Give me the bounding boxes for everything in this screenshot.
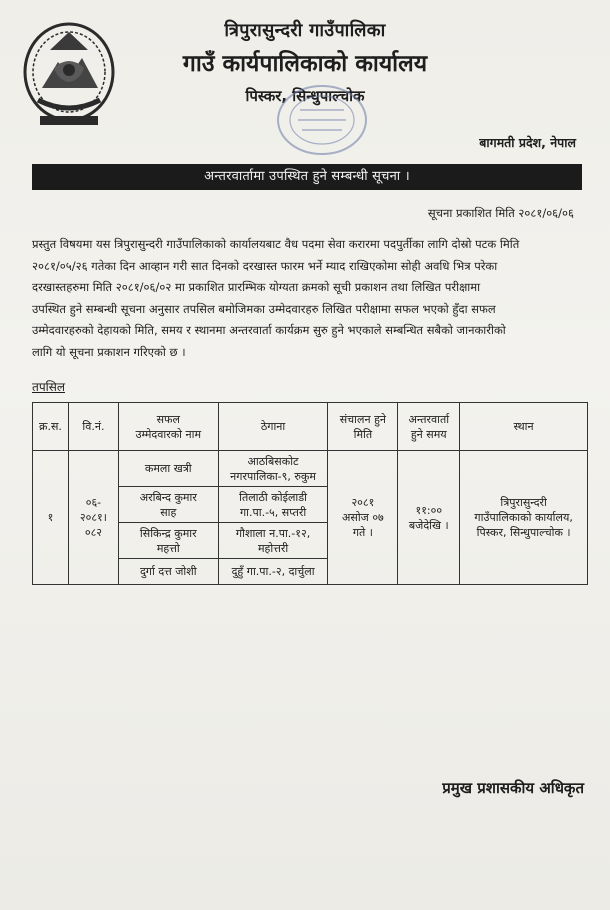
table-row xyxy=(33,451,588,487)
office-name: गाउँ कार्यपालिकाको कार्यालय xyxy=(182,51,428,77)
cell-ad-no: ०६- २०८१। ०८२ xyxy=(68,451,118,585)
header-address: ठेगाना xyxy=(218,403,328,451)
notice-title: अन्तरवार्तामा उपस्थित हुने सम्बन्धी सूचना । xyxy=(32,164,582,190)
cell-candidate-name: दुर्गा दत्त जोशी xyxy=(118,559,218,585)
body-line: दरखास्तहरुमा मिति २०८१/०६/०२ मा प्रकाशित प्रारम्भिक योग्यता क्रमको सूची प्रकाशन तथा लिखित परीक्षामा xyxy=(32,280,481,295)
cell-candidate-address: आठबिसकोट नगरपालिका-९, रुकुम xyxy=(218,451,328,487)
header-venue: स्थान xyxy=(460,403,588,451)
cell-candidate-name: अरबिन्द कुमार साह xyxy=(118,487,218,523)
body-line: २०८१/०५/२६ गतेका दिन आव्हान गरी सात दिनको दरखास्त फारम भर्ने म्याद राखिएकोमा सोही अवधि भित्र परेका xyxy=(32,258,498,273)
cell-candidate-address: तिलाठी कोईलाडी गा.पा.-५, सप्तरी xyxy=(218,487,328,523)
header-candidate: सफल उम्मेदवारको नाम xyxy=(118,403,218,451)
office-location: पिस्कर, सिन्धुपाल्चोक xyxy=(245,87,365,105)
cell-candidate-address: दुहुँ गा.पा.-२, दार्चुला xyxy=(218,559,328,585)
cell-interview-date: २०८१ असोज ०७ गते । xyxy=(328,451,398,585)
signatory-title: प्रमुख प्रशासकीय अधिकृत xyxy=(442,779,584,797)
cell-candidate-name: कमला खत्री xyxy=(118,451,218,487)
cell-venue: त्रिपुरासुन्दरी गाउँपालिकाको कार्यालय, पिस्कर, सिन्धुपाल्चोक । xyxy=(460,451,588,585)
notice-body xyxy=(32,234,584,364)
body-line: लागि यो सूचना प्रकाशन गरिएको छ । xyxy=(32,344,186,359)
province-line: बागमती प्रदेश, नेपाल xyxy=(479,135,576,150)
schedule-label: तपसिल xyxy=(32,380,66,394)
interview-schedule-table xyxy=(32,402,588,585)
header-time: अन्तरवार्ता हुने समय xyxy=(398,403,460,451)
body-line: उपस्थित हुने सम्बन्धी सूचना अनुसार तपसिल बमोजिमका उम्मेदवारहरु लिखित परीक्षामा सफल भएको हुँदा सफल xyxy=(32,301,496,316)
body-line: प्रस्तुत विषयमा यस त्रिपुरासुन्दरी गाउँपालिकाको कार्यालयबाट वैध पदमा सेवा करारमा पदपुर्तीका लागि दोस्रो पटक मिति xyxy=(32,237,520,251)
cell-interview-time: ११:०० बजेदेखि । xyxy=(398,451,460,585)
body-line: उम्मेदवारहरुको देहायको मिति, समय र स्थानमा अन्तरवार्ता कार्यक्रम सुरु हुने भएकाले सम्बन्धित सबैको जानकारीको xyxy=(32,323,506,338)
cell-candidate-address: गौशाला न.पा.-१२, महोत्तरी xyxy=(218,523,328,559)
municipality-name: त्रिपुरासुन्दरी गाउँपालिका xyxy=(224,20,386,41)
published-date: सूचना प्रकाशित मिति २०८१/०६/०६ xyxy=(427,206,574,220)
header-date: संचालन हुने मिति xyxy=(328,403,398,451)
office-stamp-icon xyxy=(262,80,372,170)
cell-candidate-name: सिकिन्द्र कुमार महत्तो xyxy=(118,523,218,559)
cell-sn: १ xyxy=(33,451,69,585)
header-ad-no: वि.नं. xyxy=(68,403,118,451)
table-header-row xyxy=(33,403,588,451)
header-sn: क्र.स. xyxy=(33,403,69,451)
